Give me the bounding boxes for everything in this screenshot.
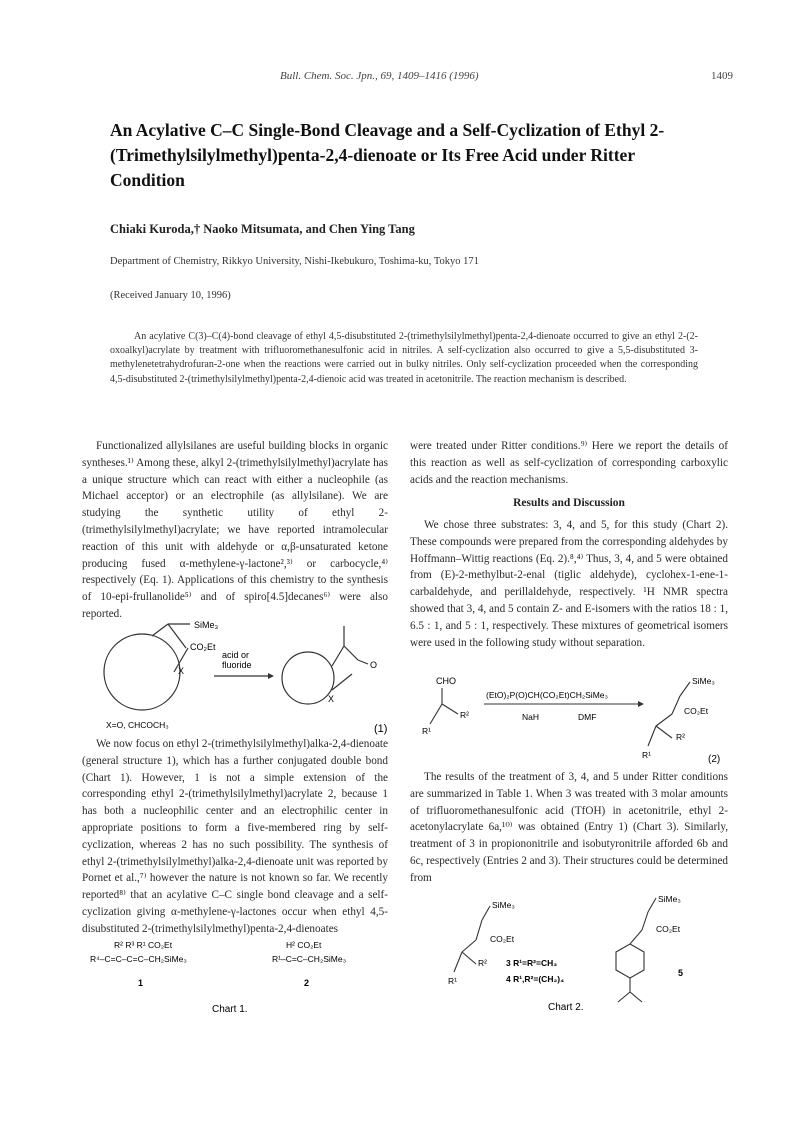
equation-2: [410, 668, 728, 766]
intro-paragraph-3: were treated under Ritter conditions.⁹⁾ Here we report the details of this reaction as well as self-cyclization of corresponding carboxylic acids and the reaction mechanisms.: [410, 440, 728, 486]
chart2-r1: R¹: [448, 976, 457, 986]
compound-5-label: 5: [678, 968, 684, 978]
product-r2: R²: [676, 732, 685, 742]
cho-label: CHO: [436, 676, 456, 686]
results-paragraph-2: The results of the treatment of 3, 4, and 5 under Ritter conditions are summarized in Table 1. When 3 was treated with 3 molar amounts of trifluoromethanesulfonic acid (TfOH) in acetonitrile, ethyl 2-acetonylacrylate 6a,¹⁰⁾ was obtained (Entry 1) (Chart 3). Similarly, treatment of 3 in propiononitrile and isobutyronitrile afforded 6b and 6c, respectively (Entries 2 and 3). Their structures could be determined from: [410, 771, 728, 884]
abstract: An acylative C(3)–C(4)-bond cleavage of ethyl 4,5-disubstituted 2-(trimethylsilylmethyl)penta-2,4-dienoate occurred to give an ethyl 2-(2-oxoalkyl)acrylate by treatment with trifluoromethanesulfonic acid in nitriles. A self-cyclization also occurred to give a 5,5-disubstituted 3-methylenetetrahydrofuran-2-one when the reactions were carried out in bulky nitriles. Only self-cyclization proceeded when the corresponding 4,5-disubstituted 2-(trimethylsilylmethyl)penta-2,4-dienoic acid was treated in acetonitrile. The reaction mechanism is described.: [110, 331, 698, 385]
chart2-co2et: CO₂Et: [490, 934, 515, 944]
compound-2-label: 2: [304, 978, 310, 988]
o-label: O: [370, 660, 378, 670]
product-r1: R¹: [642, 750, 651, 760]
x-definition: X=O, CHCOCH₃: [106, 720, 169, 730]
product-sime3: SiMe₃: [692, 676, 715, 686]
reagent-acid: acid or: [222, 650, 250, 660]
chart1-structure1-chain: R⁴–C=C–C=C–CH₂SiMe₃: [90, 954, 187, 964]
authors: Chiaki Kuroda,† Naoko Mitsumata, and Chen Ying Tang: [110, 222, 415, 236]
equation-1: [82, 612, 388, 736]
chart-1: [82, 936, 388, 1018]
compound-3-definition: 3 R¹=R²=CH₃: [506, 958, 558, 968]
wittig-reagent: (EtO)₂P(O)CH(CO₂Et)CH₂SiMe₃: [486, 690, 608, 700]
intro-paragraph-1: Functionalized allylsilanes are useful building blocks in organic syntheses.¹⁾ Among these, alkyl 2-(trimethylsilylmethyl)acrylate has a unique structure which can react with either a nucleophile (as Michael acceptor) or an electrophile (as allylsilane). We are studying the synthetic utility of ethyl 2-(trimethylsilylmethyl)acrylate; we have reported intramolecular reaction of this unit with aldehyde or α,β-unsaturated ketone producing fused α-methylene-γ-lactone²,³⁾ or carbocycle,⁴⁾ respectively (Eq. 1). Applications of this chemistry to the synthesis of 10-epi-frullanolide⁵⁾ and of spiro[4.5]decanes⁶⁾ were also reported.: [82, 440, 388, 620]
compound-4-definition: 4 R¹,R²=(CH₂)₄: [506, 974, 565, 984]
chart2-r2: R²: [478, 958, 487, 968]
section-heading: Results and Discussion: [513, 497, 625, 509]
chart1-structure2-chain: R¹–C=C–CH₂SiMe₃: [272, 954, 347, 964]
chart1-structure2-substituents: H² CO₂Et: [286, 940, 322, 950]
affiliation: Department of Chemistry, Rikkyo University, Nishi-Ikebukuro, Toshima-ku, Tokyo 171: [110, 256, 479, 267]
solvent-label: DMF: [578, 712, 597, 722]
chart2-co2et-5: CO₂Et: [656, 924, 681, 934]
x-label: X: [178, 666, 185, 676]
chart2-caption: Chart 2.: [548, 1002, 584, 1013]
equation-number: (1): [374, 723, 388, 735]
equation-2-number: (2): [708, 754, 721, 765]
received-date: (Received January 10, 1996): [110, 290, 231, 301]
compound-1-label: 1: [138, 978, 144, 988]
reagent-fluoride: fluoride: [222, 660, 252, 670]
chart2-sime3: SiMe₃: [492, 900, 515, 910]
sime3-label: SiMe₃: [194, 620, 219, 630]
chart2-sime3-5: SiMe₃: [658, 894, 681, 904]
co2et-label: CO₂Et: [190, 642, 216, 652]
r2-label: R²: [460, 710, 469, 720]
r1-label: R¹: [422, 726, 431, 736]
chart-2: [410, 892, 728, 1018]
intro-paragraph-2: We now focus on ethyl 2-(trimethylsilylmethyl)alka-2,4-dienoate (general structure 1), which has a further conjugated double bond (Chart 1). However, 1 is not a simple extension of the corresponding ethyl 2-(trimethylsilylmethyl)acrylate 2, because 1 has both a nucleophilic center and an electrophilic center in appropriate positions to form a five-membered ring by self-cyclization, whereas 2 has no such possibility. The synthesis of ethyl 2-(trimethylsilylmethyl)alka-2,4-dienoate unit was reported by Pornet et al.,⁷⁾ however the nature is not known so far. We recently reported⁸⁾ that an acylative C–C single bond cleavage and a self-cyclization giving α-methylene-γ-lactones occur when ethyl 4,5-disubstituted 2-(trimethylsilylmethyl)penta-2,4-dienoates: [82, 738, 388, 935]
paper-title: An Acylative C–C Single-Bond Cleavage and a Self-Cyclization of Ethyl 2-(Trimethylsilylmethyl)penta-2,4-dienoate or Its Free Acid under Ritter Condition: [110, 120, 665, 190]
journal-header: Bull. Chem. Soc. Jpn., 69, 1409–1416 (1996): [280, 70, 479, 82]
product-co2et: CO₂Et: [684, 706, 709, 716]
chart1-caption: Chart 1.: [212, 1004, 248, 1015]
page-number: 1409: [711, 70, 733, 82]
x-label-product: X: [328, 694, 335, 704]
results-paragraph-1: We chose three substrates: 3, 4, and 5, for this study (Chart 2). These compounds were prepared from the corresponding aldehydes by Hoffmann–Wittig reactions (Eq. 2).⁸,⁴⁾ Thus, 3, 4, and 5 were obtained from (E)-2-methylbut-2-enal (tiglic aldehyde), cyclohex-1-ene-1-carbaldehyde, and perillaldehyde, respectively. ¹H NMR spectra showed that 3, 4, and 5 contain Z- and E-isomers with the ratios 18 : 1, 6.5 : 1, and 5 : 1, respectively. These mixtures of geometrical isomers were used in the following study without separation.: [410, 519, 728, 649]
chart1-structure1-substituents: R² R³ R¹ CO₂Et: [114, 940, 173, 950]
base-label: NaH: [522, 712, 540, 722]
